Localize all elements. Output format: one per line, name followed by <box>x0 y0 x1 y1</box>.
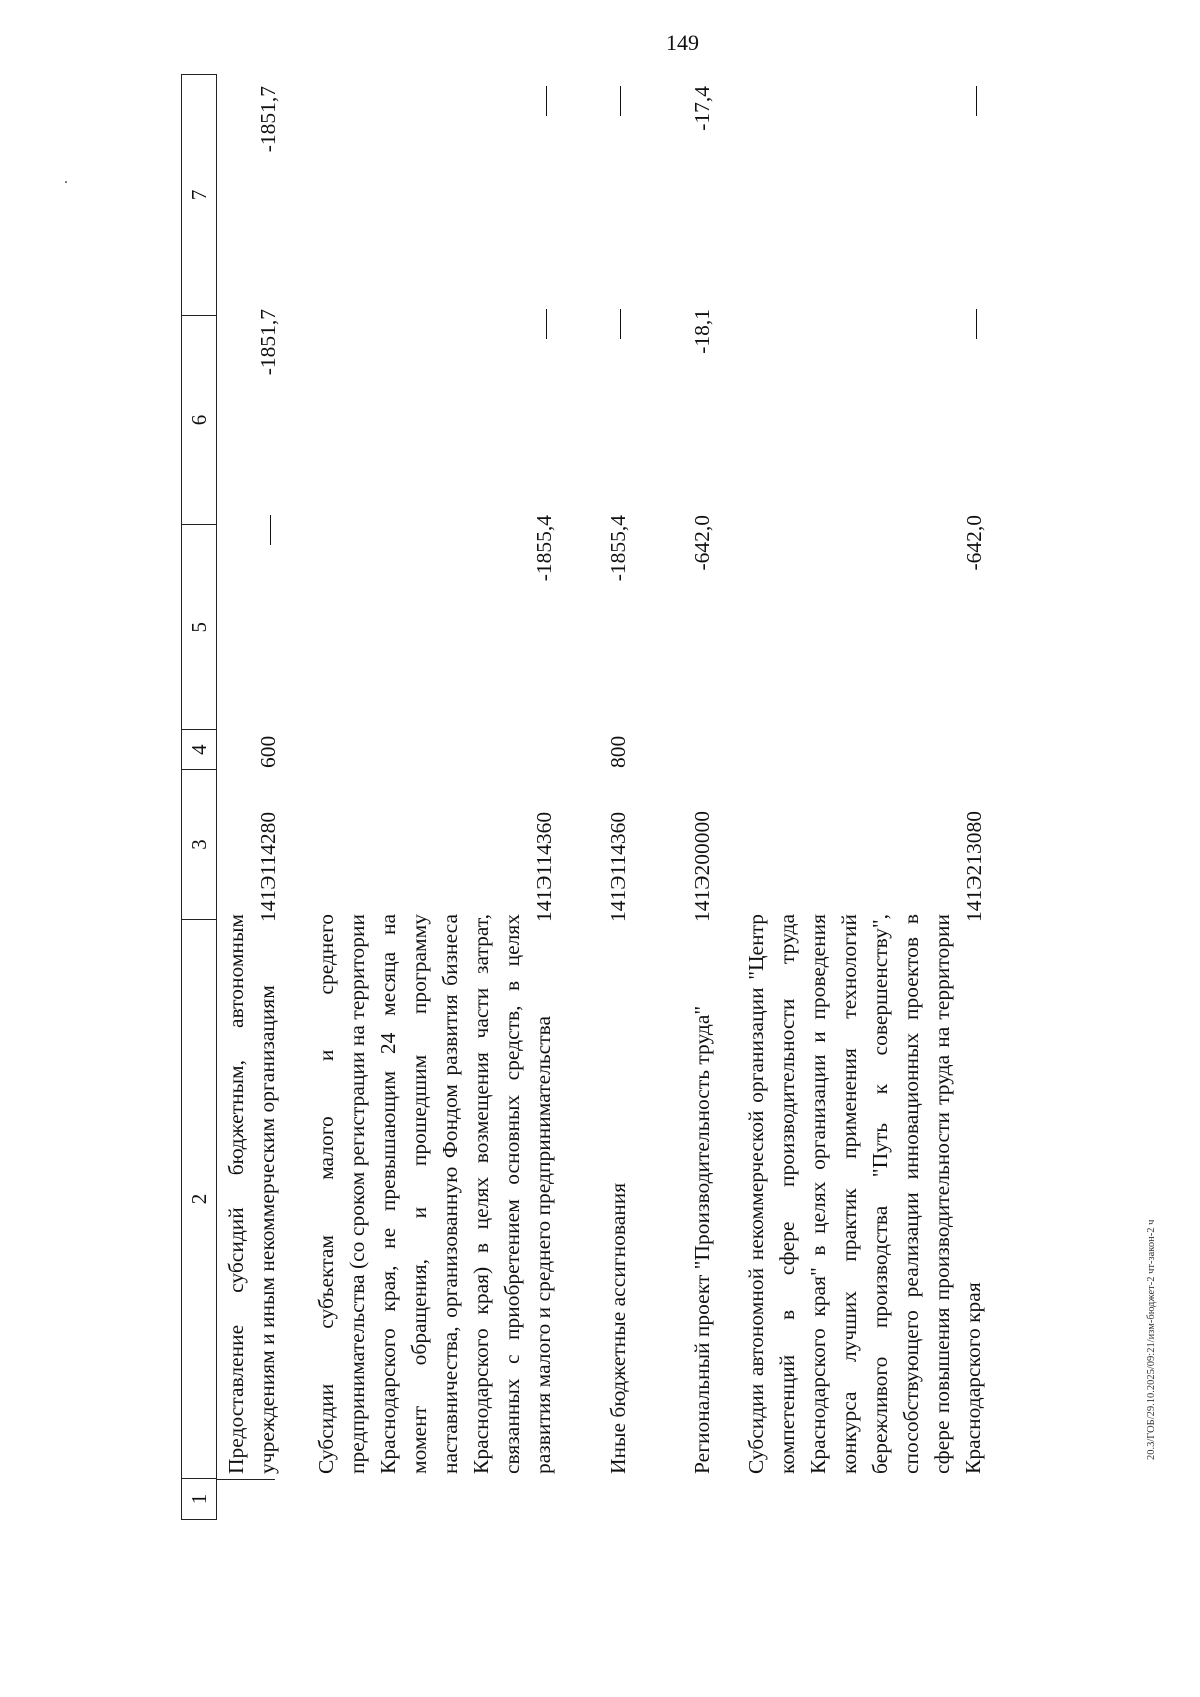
row-value-5: -642,0 <box>962 515 986 571</box>
dash-mark <box>620 309 621 339</box>
row-value-5: -642,0 <box>690 515 714 571</box>
table-row <box>603 74 663 1520</box>
row-kvr: 600 <box>256 735 280 768</box>
row-description: Региональный проект "Производительность труда" <box>690 1005 714 1474</box>
margin-mark: . <box>64 170 68 187</box>
row-code: 141Э114360 <box>606 811 630 922</box>
dash-mark <box>270 515 271 545</box>
column-header-3: 3 <box>182 770 216 920</box>
row-value-6 <box>959 309 990 509</box>
row-value-7 <box>959 86 990 298</box>
row-value-6: -1851,7 <box>256 309 280 376</box>
budget-table <box>181 74 1001 1520</box>
table-row <box>741 74 986 1520</box>
table-row <box>221 74 281 1520</box>
row-value-7 <box>529 86 560 298</box>
column-header-4: 4 <box>182 730 216 770</box>
table-row <box>687 74 747 1520</box>
page-number: 149 <box>666 30 699 55</box>
column-header-1: 1 <box>186 1493 211 1505</box>
row-value-7 <box>603 86 634 298</box>
row-value-6: -18,1 <box>690 309 714 354</box>
dash-mark <box>546 86 547 116</box>
document-code: 20.3/ГОБ/29.10.2025/09:21/изм-бюджет-2 чт-закон-2 ч <box>1146 1219 1157 1460</box>
row-code: 141Э213080 <box>962 811 986 922</box>
row-code: 141Э200000 <box>690 811 714 922</box>
row-description: Субсидии автономной некоммерческой организации "Центр компетенций в сфере производительности труда Краснодарского края" в целях организации и проведения конкурса лучших практик применения технологий бережливого производства "Путь к совершенству", способствующего реализации инновационных проектов в сфере повышения производительности труда на территории Краснодарского края <box>744 914 985 1474</box>
row-value-5: -1855,4 <box>606 515 630 582</box>
row-kvr: 800 <box>606 735 630 768</box>
dash-mark <box>976 309 977 339</box>
column-header-2: 2 <box>182 920 216 1479</box>
row-code: 141Э114280 <box>256 811 280 922</box>
column-header-5: 5 <box>182 525 216 730</box>
dash-mark <box>546 309 547 339</box>
column-header-7: 7 <box>182 75 216 316</box>
row-code: 141Э114360 <box>532 811 556 922</box>
row-value-7: -17,4 <box>690 86 714 131</box>
row-value-5 <box>253 515 284 710</box>
column-header-6: 6 <box>182 316 216 526</box>
row-description: Иные бюджетные ассигнования <box>606 1182 630 1474</box>
row-value-6 <box>529 309 560 509</box>
row-value-7: -1851,7 <box>256 86 280 153</box>
dash-mark <box>976 86 977 116</box>
row-value-6 <box>603 309 634 509</box>
table-row <box>311 74 556 1520</box>
dash-mark <box>620 86 621 116</box>
row-value-5: -1855,4 <box>532 515 556 582</box>
row-description: Предоставление субсидий бюджетным, автономным учреждениям и иным некоммерческим организациям <box>224 914 279 1474</box>
table-header-row <box>181 74 217 1520</box>
row-description: Субсидии субъектам малого и среднего предпринимательства (со сроком регистрации на территории Краснодарского края, не превышающим 24 месяца на момент обращения, и прошедшим программу наставничества, организованную Фондом развития бизнеса Краснодарского края) в целях возмещения части затрат, связанных с приобретением основных средств, в целях развития малого и среднего предпринимательства <box>314 914 555 1474</box>
